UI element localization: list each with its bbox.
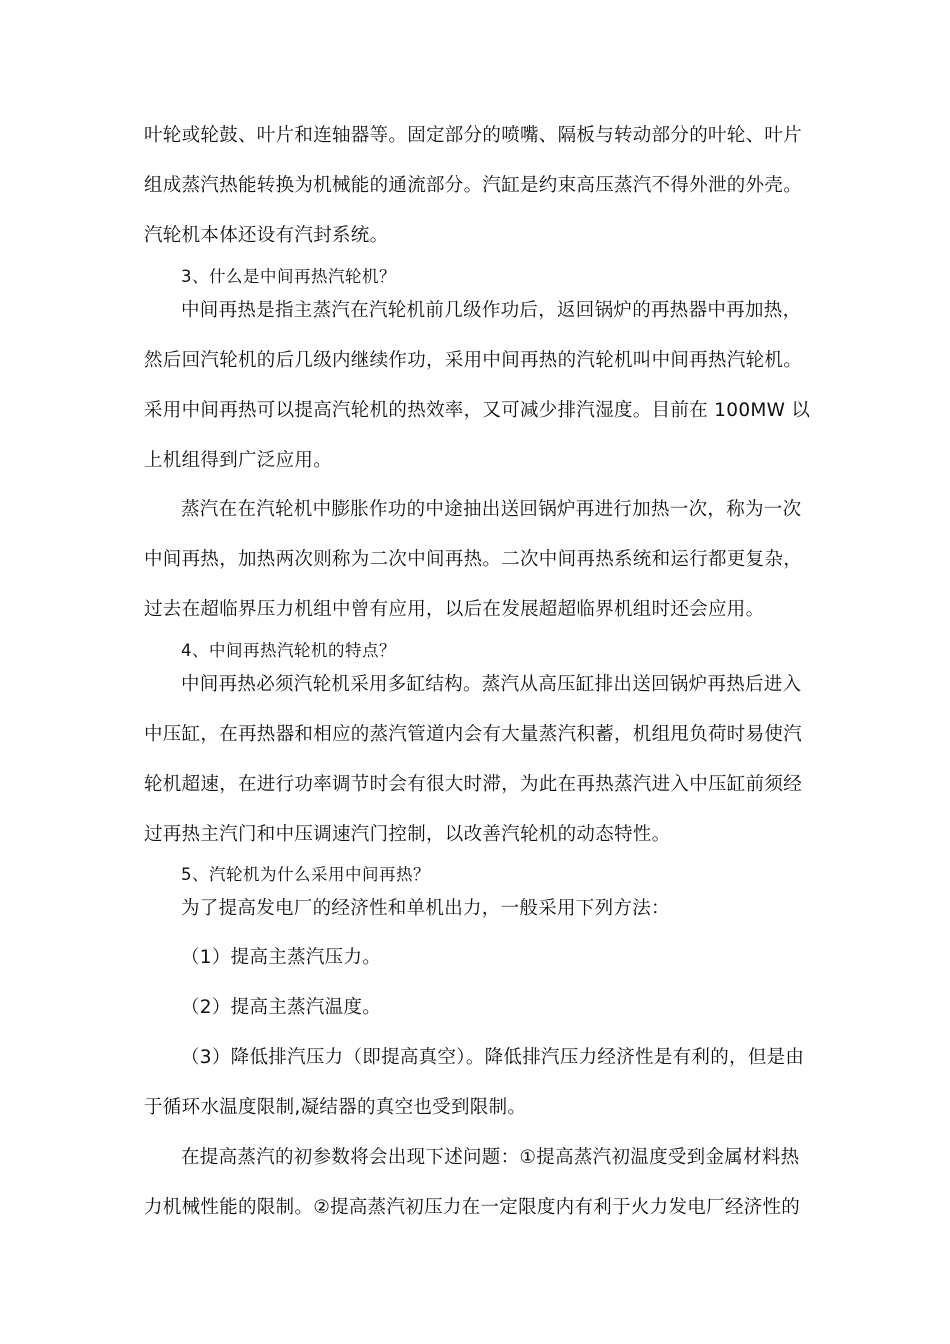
body-text-line: 上机组得到广泛应用。 bbox=[144, 450, 333, 471]
body-text-line: 然后回汽轮机的后几级内继续作功，采用中间再热的汽轮机叫中间再热汽轮机。 bbox=[144, 350, 803, 371]
body-text-line: 中间再热必须汽轮机采用多缸结构。蒸汽从高压缸排出送回锅炉再热后进入 bbox=[181, 674, 802, 695]
list-item: （1）提高主蒸汽压力。 bbox=[181, 947, 382, 968]
body-text-line: 中间再热是指主蒸汽在汽轮机前几级作功后，返回锅炉的再热器中再加热， bbox=[181, 300, 802, 321]
body-text-line: 在提高蒸汽的初参数将会出现下述问题：①提高蒸汽初温度受到金属材料热 bbox=[181, 1147, 800, 1168]
body-text-line: 中压缸，在再热器和相应的蒸汽管道内会有大量蒸汽积蓄，机组甩负荷时易使汽 bbox=[144, 724, 803, 745]
body-text-line: 为了提高发电厂的经济性和单机出力，一般采用下列方法： bbox=[181, 898, 670, 919]
list-item: （3）降低排汽压力（即提高真空）。降低排汽压力经济性是有利的，但是由 bbox=[181, 1047, 805, 1068]
body-text-line: 轮机超速，在进行功率调节时会有很大时滞，为此在再热蒸汽进入中压缸前须经 bbox=[144, 774, 803, 795]
section-heading-4: 4、中间再热汽轮机的特点？ bbox=[181, 641, 396, 660]
body-text-line: 于循环水温度限制,凝结器的真空也受到限制。 bbox=[144, 1097, 527, 1118]
section-heading-5: 5、汽轮机为什么采用中间再热？ bbox=[181, 865, 430, 884]
body-text-line: 过去在超临界压力机组中曾有应用，以后在发展超超临界机组时还会应用。 bbox=[144, 599, 765, 620]
body-text-line: 力机械性能的限制。②提高蒸汽初压力在一定限度内有利于火力发电厂经济性的 bbox=[144, 1197, 801, 1218]
list-item: （2）提高主蒸汽温度。 bbox=[181, 997, 382, 1018]
body-text-line: 过再热主汽门和中压调速汽门控制，以改善汽轮机的动态特性。 bbox=[144, 824, 671, 845]
body-text-line: 采用中间再热可以提高汽轮机的热效率，又可减少排汽湿度。目前在 100MW 以 bbox=[144, 400, 811, 421]
body-text-line: 汽轮机本体还设有汽封系统。 bbox=[144, 225, 389, 246]
body-text-line: 蒸汽在在汽轮机中膨胀作功的中途抽出送回锅炉再进行加热一次，称为一次 bbox=[181, 499, 802, 520]
body-text-line: 叶轮或轮鼓、叶片和连轴器等。固定部分的喷嘴、隔板与转动部分的叶轮、叶片 bbox=[144, 125, 803, 146]
section-heading-3: 3、什么是中间再热汽轮机？ bbox=[181, 267, 396, 286]
body-text-line: 组成蒸汽热能转换为机械能的通流部分。汽缸是约束高压蒸汽不得外泄的外壳。 bbox=[144, 175, 803, 196]
body-text-line: 中间再热，加热两次则称为二次中间再热。二次中间再热系统和运行都更复杂， bbox=[144, 549, 803, 570]
